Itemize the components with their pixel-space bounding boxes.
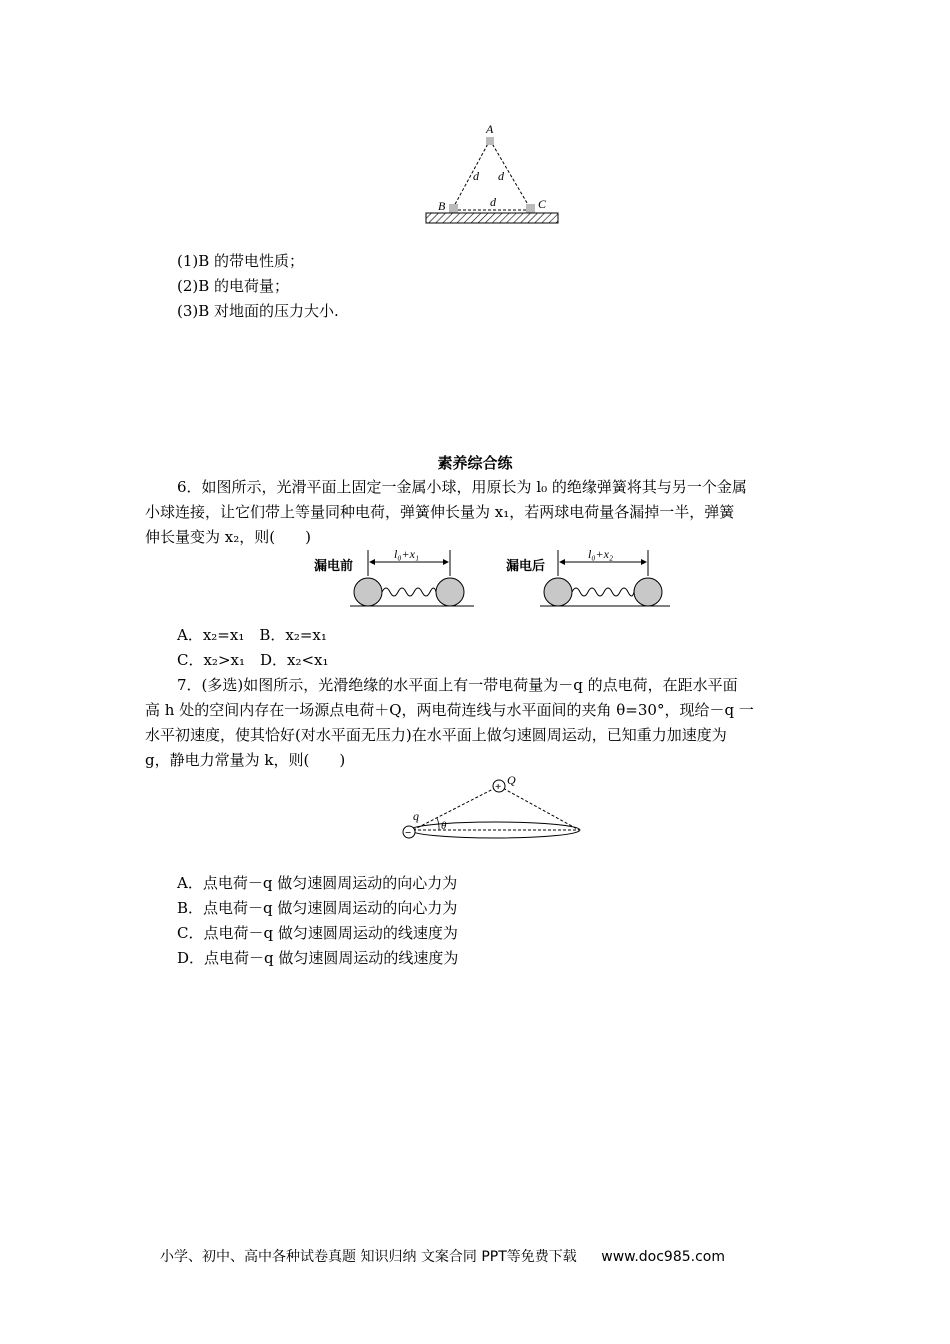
charge-a (486, 137, 494, 145)
q7-option-c: C．点电荷－q 做匀速圆周运动的线速度为 (177, 924, 458, 942)
label-d-bottom: d (490, 195, 496, 209)
q5-item-1: (1)B 的带电性质； (177, 252, 305, 270)
label-Q: Q (507, 773, 516, 787)
q7-option-a: A．点电荷－q 做匀速圆周运动的向心力为 (177, 874, 458, 892)
ball-before-right (436, 578, 464, 606)
label-before-length: l₀+x₁ (394, 547, 420, 561)
section-heading: 素养综合练 (437, 454, 513, 472)
triangle-figure (420, 118, 560, 228)
label-a: A (486, 122, 494, 136)
q7-stem-line-2: 高 h 处的空间内存在一场源点电荷＋Q，两电荷连线与水平面间的夹角 θ=30°，现给－q 一 (145, 701, 754, 719)
label-d-left: d (473, 169, 479, 183)
label-c: C (538, 197, 547, 211)
q7-option-d: D．点电荷－q 做匀速圆周运动的线速度为 (177, 949, 459, 967)
label-after-length: l₀+x₂ (588, 547, 614, 561)
q5-item-3: (3)B 对地面的压力大小. (177, 302, 339, 320)
ball-after-right (634, 578, 662, 606)
charge-b (449, 204, 458, 213)
footer (160, 1246, 725, 1266)
spring-figure (310, 546, 680, 610)
label-before: 漏电前 (314, 558, 354, 573)
footer-site[interactable]: www.doc985.com (601, 1249, 725, 1265)
q7-stem-line-1: 7．(多选)如图所示，光滑绝缘的水平面上有一带电荷量为－q 的点电荷，在距水平面 (177, 676, 738, 694)
label-after: 漏电后 (506, 558, 546, 573)
spring-before (382, 588, 436, 596)
q6-stem-line-1: 6．如图所示，光滑平面上固定一金属小球，用原长为 l₀ 的绝缘弹簧将其与另一个金属 (177, 478, 747, 496)
ground (426, 213, 558, 223)
ball-before-left (354, 578, 382, 606)
label-b: B (438, 199, 446, 213)
label-d-right: d (498, 169, 504, 183)
label-q: q (413, 809, 419, 823)
ball-after-left (544, 578, 572, 606)
q7-stem-line-4: g，静电力常量为 k，则( ) (145, 751, 346, 769)
charge-c (526, 204, 535, 213)
circular-motion-figure (395, 772, 590, 844)
q7-option-b: B．点电荷－q 做匀速圆周运动的向心力为 (177, 899, 458, 917)
q6-options-line-1: A．x₂=x₁ B．x₂=x₁ (177, 626, 327, 644)
minus-sign: − (405, 827, 412, 839)
q5-item-2: (2)B 的电荷量； (177, 277, 290, 295)
footer-text: 小学、初中、高中各种试卷真题 知识归纳 文案合同 PPT等免费下载 (160, 1249, 577, 1265)
q6-stem-line-3: 伸长量变为 x₂，则( ) (145, 528, 311, 546)
label-theta: θ (441, 820, 447, 832)
q7-stem-line-3: 水平初速度，使其恰好(对水平面无压力)在水平面上做匀速圆周运动，已知重力加速度为 (145, 726, 727, 744)
spring-after (572, 588, 634, 596)
plus-sign: + (495, 781, 502, 793)
q6-options-line-2: C．x₂>x₁ D．x₂<x₁ (177, 651, 329, 669)
q6-stem-line-2: 小球连接，让它们带上等量同种电荷，弹簧伸长量为 x₁，若两球电荷量各漏掉一半，弹簧 (145, 503, 735, 521)
